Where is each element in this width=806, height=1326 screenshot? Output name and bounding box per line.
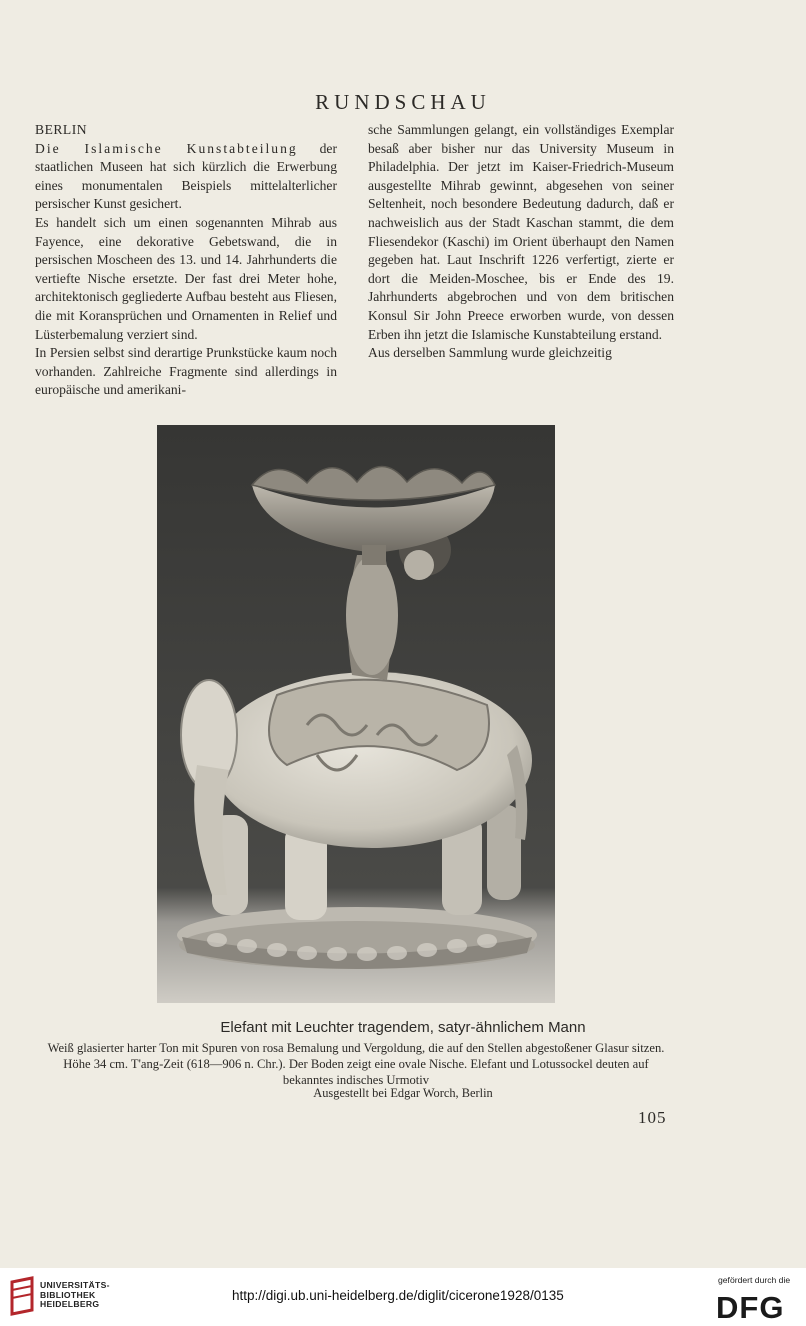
paragraph [35,140,337,214]
paragraph: Aus derselben Sammlung wurde gleichzeitig [368,345,612,361]
institution-name: Die Islamische Kunstabteilung [35,140,298,156]
viewer-footer [0,1268,806,1326]
elephant-candleholder-image [157,425,555,1003]
permalink-url[interactable]: http://digi.ub.uni-heidelberg.de/diglit/cicerone1928/0135 [232,1288,564,1303]
paragraph: sche Sammlungen gelangt, ein vollständiges Exemplar besaß aber bisher nur das University Museum in Philadelphia. Der jetzt im Kaiser-Friedrich-Museum ausgestellte Mihrab gewinnt, abgesehen von seiner Seltenheit, noch besondere Bedeutung dadurch, daß er nachweislich aus der Stadt Kaschan stammt, die dem Fliesendekor (Kaschi) im Orient überhaupt den Namen gegeben hat. Laut Inschrift 1226 verfertigt, zierte er dort die Meiden-Moschee, bis er Ende des 19. Jahrhunderts abgebrochen und von dem britischen Konsul Sir John Preece erworben wurde, von dessen Erben ihn jetzt die Islamische Kunstabteilung erstand. [368,122,674,342]
library-name-line: HEIDELBERG [40,1299,100,1310]
page-header-title: RUNDSCHAU [315,90,491,114]
paragraph-text: der staatlichen Museen hat sich kürzlich die Erwerbung eines monumentalen Beispiels mittelalterlicher persischer Kunst gesichert. [35,140,337,212]
dfg-logo-text: DFG [716,1291,785,1321]
figure-caption-description: Weiß glasierter harter Ton mit Spuren von rosa Bemalung und Vergoldung, die auf den Stellen abgestoßener Glasur sitzen. Höhe 34 cm. T'ang-Zeit (618—906 n. Chr.). Der Boden zeigt eine ovale Nische. Elefant und Lotussockel deuten auf bekanntes indisches Urmotiv [47,1041,665,1087]
funding-label: gefördert durch die [718,1275,791,1285]
figure-credit: Ausgestellt bei Edgar Worch, Berlin [313,1086,493,1100]
library-name-line: BIBLIOTHEK [40,1289,96,1300]
paragraph: In Persien selbst sind derartige Prunkstücke kaum noch vorhanden. Zahlreiche Fragmente sind allerdings in europäische und amerikani- [35,345,337,398]
page-number: 105 [638,1108,667,1127]
paragraph: Es handelt sich um einen sogenannten Mihrab aus Fayence, eine dekorative Gebetswand, die in persischen Moscheen des 13. und 14. Jahrhunderts die vertiefte Nische ersetzte. Der fast drei Meter hohe, architektonisch gegliederte Aufbau besteht aus Fliesen, die mit Koransprüchen und Ornamenten in Relief und Lüsterbemalung verziert sind. [35,214,337,342]
figure-caption-title: Elefant mit Leuchter tragendem, satyr-ähnlichem Mann [220,1019,586,1036]
left-text-column [35,121,337,400]
university-library-name [40,1281,110,1310]
dfg-logo [716,1291,796,1321]
university-library-logo-icon [8,1276,36,1316]
library-name-line: UNIVERSITÄTS- [40,1280,110,1290]
right-text-column [368,121,674,363]
elephant-figure-photo [157,425,555,1003]
city-heading: BERLIN [35,122,88,137]
